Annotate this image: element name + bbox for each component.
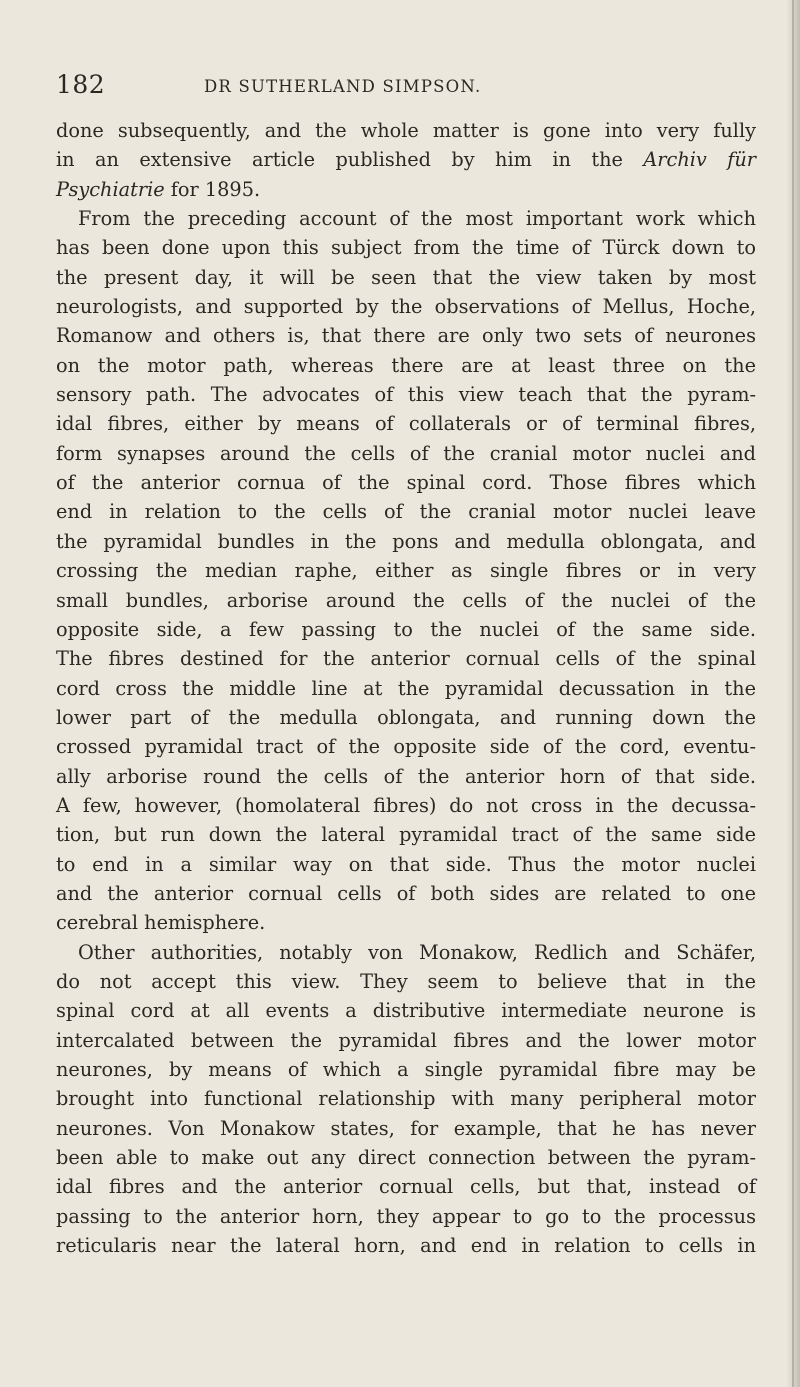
text-line: spinal cord at all events a distributive intermediate neurone is — [56, 999, 756, 1023]
text-line: ally arborise round the cells of the anterior horn of that side. — [56, 764, 756, 788]
text-line: Other authorities, notably von Monakow, Redlich and Schäfer, — [78, 940, 756, 964]
page-number: 182 — [56, 70, 106, 99]
text-line: neurones, by means of which a single pyramidal fibre may be — [56, 1058, 756, 1081]
text-line: lower part of the medulla oblongata, and running down the — [56, 705, 756, 729]
text-line: the present day, it will be seen that the view taken by most — [56, 265, 756, 289]
text-line: Romanow and others is, that there are only two sets of neurones — [56, 324, 756, 348]
text-line — [56, 175, 756, 204]
text-line: been able to make out any direct connection between the pyram- — [56, 1146, 756, 1170]
text-line: opposite side, a few passing to the nuclei of the same side. — [56, 617, 756, 641]
text-line: tion, but run down the lateral pyramidal tract of the same side — [56, 823, 756, 847]
text-line: and the anterior cornual cells of both sides are related to one — [56, 881, 756, 905]
journal-title-continued: Psychiatrie — [56, 177, 165, 201]
text-line: done subsequently, and the whole matter is gone into very fully — [56, 119, 756, 142]
text-line: neurologists, and supported by the observations of Mellus, Hoche, — [56, 295, 756, 319]
text-line: neurones. Von Monakow states, for example, that he has never — [56, 1116, 756, 1140]
text-line: idal fibres and the anterior cornual cells, but that, instead of — [56, 1175, 756, 1199]
text-line: form synapses around the cells of the cranial motor nuclei and — [56, 441, 756, 465]
text-line: idal fibres, either by means of collaterals or of terminal fibres, — [56, 412, 756, 436]
text-line: intercalated between the pyramidal fibres and the lower motor — [56, 1028, 756, 1052]
text-line: small bundles, arborise around the cells of the nuclei of the — [56, 588, 756, 612]
text-line: crossing the median raphe, either as single fibres or in very — [56, 559, 756, 583]
text-line: the pyramidal bundles in the pons and medulla oblongata, and — [56, 529, 756, 553]
text-line — [56, 145, 756, 174]
text-line: From the preceding account of the most important work which — [78, 207, 756, 231]
text-line: reticularis near the lateral horn, and end in relation to cells in — [56, 1234, 756, 1258]
text-line: passing to the anterior horn, they appear to go to the processus — [56, 1204, 756, 1228]
running-title: DR SUTHERLAND SIMPSON. — [204, 77, 482, 96]
text-line: The fibres destined for the anterior cornual cells of the spinal — [56, 647, 756, 671]
text-fragment: in an extensive article published by him in the — [56, 148, 623, 172]
text-line: brought into functional relationship with many peripheral motor — [56, 1087, 756, 1111]
journal-title: Archiv für — [643, 148, 756, 172]
text-line: end in relation to the cells of the cranial motor nuclei leave — [56, 500, 756, 524]
text-line: do not accept this view. They seem to believe that in the — [56, 969, 756, 993]
text-line: of the anterior cornua of the spinal cord. Those fibres which — [56, 471, 756, 495]
text-line: has been done upon this subject from the time of Türck down to — [56, 236, 756, 260]
text-line: on the motor path, whereas there are at least three on the — [56, 353, 756, 377]
text-fragment: for 1895. — [164, 177, 261, 201]
text-line: cerebral hemisphere. — [56, 911, 266, 935]
text-line: sensory path. The advocates of this view teach that the pyram- — [56, 383, 756, 407]
body-text — [56, 116, 756, 1260]
text-line: crossed pyramidal tract of the opposite side of the cord, eventu- — [56, 735, 756, 759]
running-header — [56, 70, 696, 104]
text-line: A few, however, (homolateral fibres) do not cross in the decussa- — [56, 793, 756, 817]
text-line: cord cross the middle line at the pyramidal decussation in the — [56, 676, 756, 700]
page-edge-line — [792, 0, 794, 1387]
text-line: to end in a similar way on that side. Thus the motor nuclei — [56, 852, 756, 876]
